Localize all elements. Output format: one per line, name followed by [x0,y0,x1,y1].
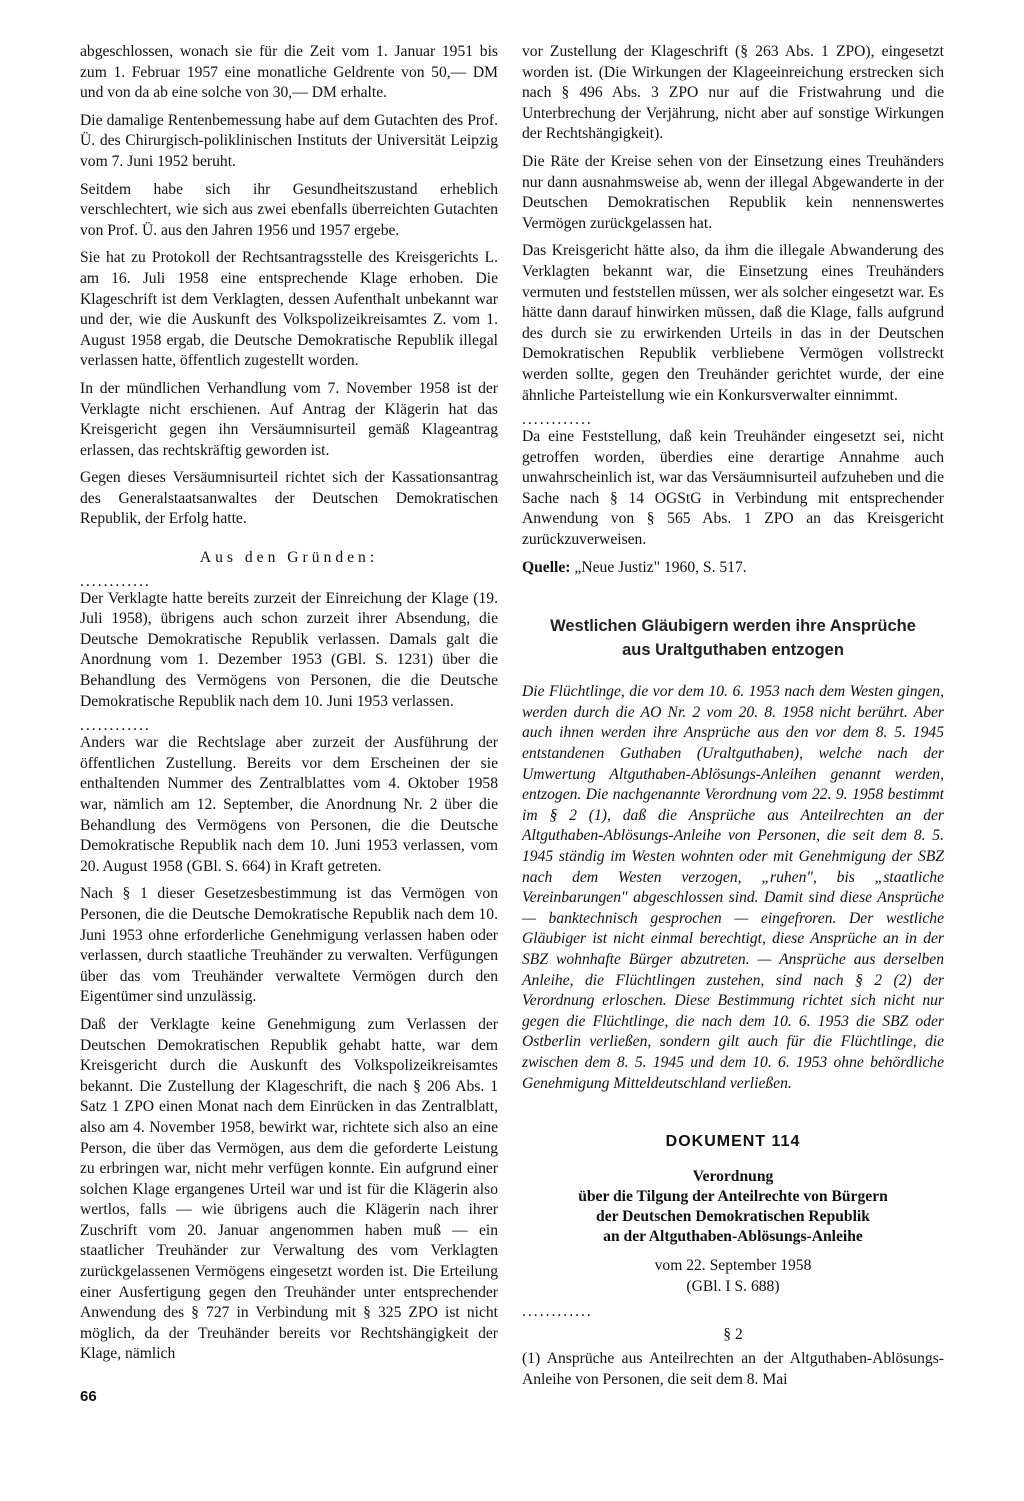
paragraph-mark: § 2 [723,1325,743,1343]
paragraph: vor Zustellung der Klageschrift (§ 263 Abs. 1 ZPO), eingesetzt worden ist. (Die Wirkungen der Klageeinreichung erstrecken sich nach § 496 Abs. 3 ZPO nur auf die Fristwahrung und die Unterbrechung der Verjährung, nicht aber auf sonstige Wirkungen der Rechtshängigkeit). [522,43,944,143]
source-label: Quelle: [522,558,571,576]
paragraph: abgeschlossen, wonach sie für die Zeit vom 1. Januar 1951 bis zum 1. Februar 1957 eine monatliche Geldrente von 50,— DM und von da ab eine solche von 30,— DM erhalte. [80,43,498,102]
ordinance-gazette: (GBl. I S. 688) [686,1277,780,1295]
article-headline [522,614,944,662]
page-number: 66 [80,1388,97,1405]
paragraph: Sie hat zu Protokoll der Rechtsantragsstelle des Kreisgerichts L. am 16. Juli 1958 eine entsprechende Klage erhoben. Die Klageschrift ist dem Verklagten, dessen Aufenthalt unbekannt war und der, wie die Auskunft des Volkspolizeikreisamtes Z. vom 1. August 1958 ergab, die Deutsche Demokratische Republik illegal verlassen hatte, öffentlich zugestellt worden. [80,249,498,370]
paragraph: (1) Ansprüche aus Anteilrechten an der Altguthaben-Ablösungs-Anleihe von Personen, die seit dem 8. Mai [522,1350,944,1388]
paragraph: In der mündlichen Verhandlung vom 7. November 1958 ist der Verklagte nicht erschienen. Auf Antrag der Klägerin hat das Kreisgericht gegen ihn Versäumnisurteil gemäß Klageantrag erlassen, das rechtskräftig geworden ist. [80,379,498,459]
paragraph: Nach § 1 dieser Gesetzesbestimmung ist das Vermögen von Personen, die die Deutsche Demokratische Republik nach dem 10. Juni 1953 ohne erforderliche Genehmigung verlassen haben oder verlassen, durch staatliche Treuhänder zu verwalten. Verfügungen über das vom Treuhänder verwaltete Vermögen durch den Eigentümer sind unzulässig. [80,885,498,1006]
paragraph: Anders war die Rechtslage aber zurzeit der Ausführung der öffentlichen Zustellung. Bereits vor dem Erscheinen der sie enthaltenden Nummer des Zentralblattes vom 4. Oktober 1958 war, nämlich am 12. September, die Anordnung Nr. 2 über die Behandlung des Vermögens von Personen, die die Deutsche Demokratische Republik nach dem 10. Juni 1953 verlassen, vom 20. August 1958 (GBl. S. 664) in Kraft getreten. [80,734,498,875]
headline-line: Westlichen Gläubigern werden ihre Ansprüche [550,617,916,636]
ordinance-title-line: an der Altguthaben-Ablösungs-Anleihe [603,1227,863,1245]
ordinance-title-line: der Deutschen Demokratischen Republik [596,1207,870,1225]
paragraph: Die damalige Rentenbemessung habe auf dem Gutachten des Prof. Ü. des Chirurgisch-poliklinischen Instituts der Universität Leipzig vom 7. Juni 1952 beruht. [80,111,498,170]
source-text: „Neue Justiz" 1960, S. 517. [574,558,747,576]
ordinance-date: vom 22. September 1958 [654,1256,812,1274]
ordinance-title-line: über die Tilgung der Anteilrechte von Bürgern [578,1187,888,1205]
paragraph: Daß der Verklagte keine Genehmigung zum Verlassen der Deutschen Demokratischen Republik gehabt hatte, war dem Kreisgericht durch die Auskunft des Volkspolizeikreisamtes bekannt. Die Zustellung der Klageschrift, die nach § 206 Abs. 1 Satz 1 ZPO einen Monat nach dem Einrücken in das Zentralblatt, also am 4. November 1958, bewirkt war, richtete sich also an eine Person, die über das Vermögen, aus dem die geforderte Leistung zu erbringen war, nicht mehr verfügen konnte. Ein aufgrund einer solchen Klage ergangenes Urteil war und ist für die Klägerin also wertlos, falls — wie übrigens auch die Klägerin nach ihrer Zuschrift vom 20. Januar angenommen haben muß — ein staatlicher Treuhänder zur Verwaltung des vom Verklagten zurückgelassenen Vermögens eingesetzt worden ist. Die Erteilung einer Ausfertigung gegen den Treuhänder unter entsprechender Anwendung des § 727 in Verbindung mit § 325 ZPO ist nicht möglich, da der Treuhänder bereits vor Rechtshängigkeit der Klage, nämlich [80,1015,498,1363]
document-heading: DOKUMENT 114 [665,1133,801,1151]
ordinance-meta [522,1255,944,1297]
left-column [80,42,498,1372]
ordinance-title-line: Verordnung [692,1167,774,1185]
paragraph: Gegen dieses Versäumnisurteil richtet sich der Kassationsantrag des Generalstaatsanwaltes der Deutschen Demokratischen Republik, der Erfolg hatte. [80,469,498,528]
editorial-note: Die Flüchtlinge, die vor dem 10. 6. 1953 nach dem Westen gingen, werden durch die AO Nr. 2 vom 20. 8. 1958 nicht berührt. Aber auch ihnen werden ihre Ansprüche aus den vor dem 8. 5. 1945 entstandenen Guthaben (Uraltguthaben), welche nach der Umwertung Altguthaben-Ablösungs-Anleihen genannt werden, entzogen. Die nachgenannte Verordnung vom 22. 9. 1958 bestimmt im § 2 (1), daß die Ansprüche aus Anteilrechten an der Altguthaben-Ablösungs-Anleihe von Personen, die seit dem 8. 5. 1945 ständig im Westen wohnten oder mit Genehmigung der SBZ nach dem Westen verzogen, „ruhen", bis „staatliche Vereinbarungen" abgeschlossen sind. Damit sind diese Ansprüche — banktechnisch gesprochen — eingefroren. Der westliche Gläubiger ist nicht einmal berechtigt, diese Ansprüche an in der SBZ wohnhafte Bürger abzutreten. — Ansprüche aus derselben Anleihe, die Flüchtlingen zustehen, sind nach § 2 (2) der Verordnung erloschen. Diese Bestimmung richtet sich nicht nur gegen die Flüchtlinge, die nach dem 10. 6. 1953 die SBZ oder Ostberlin verließen, sondern gilt auch für die Flüchtlinge, die zwischen dem 8. 5. 1945 und dem 10. 6. 1953 ohne behördliche Genehmigung Mitteldeutschland verließen. [522,683,944,1092]
paragraph: Das Kreisgericht hätte also, da ihm die illegale Abwanderung des Verklagten bekannt war, die Einsetzung eines Treuhänders vermuten und feststellen müssen, wer als solcher eingesetzt war. Es hätte dann darauf hinwirken müssen, daß die Klage, falls aufgrund des durch sie zu erwirkenden Urteils in das in der Deutschen Demokratischen Republik verbliebene Vermögen vollstreckt werden sollte, gegen den Treuhänder gerichtet wurde, der eine ähnliche Parteistellung wie ein Konkursverwalter einnimmt. [522,242,944,404]
paragraph: Da eine Feststellung, daß kein Treuhänder eingesetzt sei, nicht getroffen worden, überdies eine derartige Annahme auch unwahrscheinlich ist, war das Versäumnisurteil aufzuheben und die Sache nach § 14 OGStG in Verbindung mit entsprechender Anwendung von § 565 Abs. 1 ZPO an das Kreisgericht zurückzuverweisen. [522,428,944,549]
ellipsis-separator: ............ [522,411,593,429]
ordinance-title [522,1167,944,1247]
paragraph: Der Verklagte hatte bereits zurzeit der Einreichung der Klage (19. Juli 1958), übrigens auch schon zurzeit ihrer Absendung, die Deutsche Demokratische Republik verlassen. Damals galt die Anordnung vom 1. Dezember 1953 (GBl. S. 1231) über die Behandlung des Vermögens von Personen, die die Deutsche Demokratische Republik nach dem 10. Juni 1953 verlassen. [80,589,498,710]
paragraph: Seitdem habe sich ihr Gesundheitszustand erheblich verschlechtert, wie sich aus zwei ebenfalls überreichten Gutachten von Prof. Ü. aus den Jahren 1956 und 1957 ergebe. [80,180,498,239]
ellipsis-separator: ............ [522,1302,593,1320]
right-column [522,42,944,1398]
section-heading: Aus den Gründen: [199,549,379,567]
headline-line: aus Uraltguthaben entzogen [622,641,844,660]
paragraph: Die Räte der Kreise sehen von der Einsetzung eines Treuhänders nur dann ausnahmsweise ab, wenn der illegal Abgewanderte in der Deutschen Demokratischen Republik kein nennenswertes Vermögen zurückgelassen hat. [522,152,944,232]
source-citation [522,558,944,579]
ellipsis-separator: ............ [80,572,151,590]
ellipsis-separator: ............ [80,717,151,735]
